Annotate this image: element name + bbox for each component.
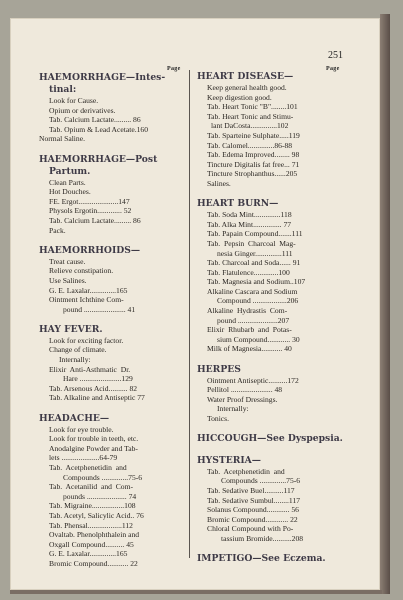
entry-line: pounds ..................... 74 <box>63 491 137 501</box>
index-entry-hay-fever <box>39 324 185 403</box>
index-entry-hiccough <box>197 433 345 445</box>
entry-heading: HEART BURN— <box>197 198 279 210</box>
entry-line: Tab. Opium & Lead Acetate.160 <box>49 124 148 134</box>
entry-line: Tab. Sedative Sumbul........117 <box>207 495 301 505</box>
entry-line: Compounds ..............75-6 <box>221 476 301 486</box>
entry-line: Tab. Calcium Lactate......... 86 <box>49 215 141 225</box>
entry-line: Anodalgine Powder and Tab- <box>49 443 138 453</box>
entry-heading: HEART DISEASE— <box>197 71 294 82</box>
entry-line: Physols Ergotin............. 52 <box>49 206 132 216</box>
entry-line: Tab. Charcoal and Soda...... 91 <box>207 258 301 268</box>
entry-line: Tab. Sparteine Sulphate.....119 <box>207 130 300 140</box>
entry-heading: HERPES <box>197 363 241 375</box>
entry-line: Tab. Calomel..............86-88 <box>207 140 293 150</box>
entry-line: Look for trouble in teeth, etc. <box>49 434 139 444</box>
entry-line: pound ...................... 41 <box>63 304 136 314</box>
entry-line: Normal Saline. <box>39 134 85 144</box>
entry-line: Tab. Acetphenetidin and <box>207 466 285 476</box>
entry-line: Internally: <box>59 355 91 365</box>
entry-line: Use Salines. <box>49 275 87 285</box>
entry-line: Opium or derivatives. <box>49 105 116 115</box>
entry-line: Solanus Compound............ 56 <box>207 505 299 515</box>
entry-heading: HAEMORRHAGE—Intes- <box>39 72 166 83</box>
entry-line: Tab. Migraine.................108 <box>49 501 136 511</box>
entry-line: Hot Douches. <box>49 187 91 197</box>
entry-line: Tab. Acetphenetidin and <box>49 463 127 472</box>
entry-line: Tab. Pepsin Charcoal Mag- <box>207 238 296 248</box>
entry-line: Tab. Papain Compound.......111 <box>207 229 303 239</box>
entry-line: Tab. Arsenous Acid.......... 82 <box>49 383 138 393</box>
entry-line: Tab. Flatulence.............100 <box>207 267 290 277</box>
entry-line: pound .....................207 <box>217 315 290 325</box>
entry-line: Clean Parts. <box>49 177 86 187</box>
right-column <box>197 71 345 575</box>
entry-line: Salines. <box>207 178 231 188</box>
entry-line: Tab. Heart Tonic "B"........101 <box>207 102 298 112</box>
entry-line: Relieve constipation. <box>49 266 114 276</box>
entry-line: lets ....................64-79 <box>49 453 118 463</box>
entry-line: Tab. Acetyl, Salicylic Acid.. 76 <box>49 510 144 520</box>
entry-heading: IMPETIGO—See Eczema. <box>197 553 326 565</box>
entry-line: Elixir Anti-Asthmatic Dr. <box>49 364 131 374</box>
entry-line: Change of climate. <box>49 345 107 355</box>
entry-line: Elixir Rhubarb and Potas- <box>207 325 292 335</box>
page-number: 251 <box>328 50 343 61</box>
entry-line: Oxgall Compound.......... 45 <box>49 539 134 549</box>
entry-heading: HEADACHE— <box>39 412 110 424</box>
entry-heading: HAY FEVER. <box>39 323 103 335</box>
entry-line: Ointment Ichthine Com- <box>49 295 124 305</box>
index-entry-heart-disease <box>197 71 345 189</box>
left-column-page-label: Page <box>167 66 181 72</box>
entry-heading: HICCOUGH—See Dyspepsia. <box>197 433 343 445</box>
right-column-page-label: Page <box>326 66 340 72</box>
entry-line: Look for Cause. <box>49 96 99 105</box>
entry-line: Keep general health good. <box>207 83 287 92</box>
entry-line: Look for eye trouble. <box>49 424 114 434</box>
book-edge-bottom <box>10 590 382 594</box>
entry-line: Milk of Magnesia........... 40 <box>207 344 292 354</box>
entry-line: Tab. Acetanilid and Com- <box>49 482 134 492</box>
entry-heading: HAEMORRHAGE—Post <box>39 153 158 165</box>
entry-line: Tonics. <box>207 414 230 423</box>
entry-line: sium Compound............ 30 <box>217 334 300 344</box>
entry-line: Alkaline Hydrastis Com- <box>207 306 288 316</box>
entry-line: Pellitol ...................... 48 <box>207 385 283 395</box>
entry-line: Treat cause. <box>49 256 86 266</box>
entry-line: Tab. Alka Mint............... 77 <box>207 219 292 229</box>
index-entry-hysteria <box>197 455 345 544</box>
entry-line: Water Proof Dressings. <box>207 394 278 404</box>
entry-line: Keep digestion good. <box>207 92 272 102</box>
entry-line: Tab. Calcium Lactate......... 86 <box>49 115 141 125</box>
entry-line: Tincture Digitalis fat free... 71 <box>207 159 300 169</box>
entry-line: Ointment Antiseptic..........172 <box>207 375 299 385</box>
entry-line: Bromic Compound........... 22 <box>49 558 138 568</box>
entry-line: Tab. Alkaline and Antiseptic 77 <box>49 393 145 403</box>
index-entry-heart-burn <box>197 198 345 354</box>
entry-line: Tab. Soda Mint..............118 <box>207 210 292 220</box>
index-entry-haem-int <box>39 72 185 144</box>
entry-heading: Partum. <box>49 165 91 177</box>
entry-heading: HAEMORRHOIDS— <box>39 244 141 256</box>
entry-line: Tab. Edema Improved........ 98 <box>207 150 300 160</box>
entry-line: FE. Ergot.....................147 <box>49 196 130 206</box>
entry-line: tassium Bromide..........208 <box>221 533 304 543</box>
entry-line: Compound ..................206 <box>217 296 299 306</box>
entry-line: Tab. Heart Tonic and Stimu- <box>207 111 294 121</box>
entry-line: Internally: <box>217 404 249 414</box>
entry-line: G. E. Laxalar..............165 <box>49 285 128 295</box>
entry-line: lant DaCosta..............102 <box>211 121 289 131</box>
book-edge-right <box>380 14 390 594</box>
entry-line: Tincture Strophanthus......205 <box>207 169 298 179</box>
entry-line: Ovaltab. Phenolphthalein and <box>49 530 140 540</box>
index-entry-haemorrhoids <box>39 245 185 315</box>
left-column <box>39 72 185 578</box>
index-entry-impetigo <box>197 553 345 565</box>
entry-line: Hare ......................129 <box>63 374 133 384</box>
entry-line: Bromic Compound............ 22 <box>207 514 298 524</box>
entry-line: G. E. Laxalar..............165 <box>49 549 128 559</box>
entry-line: Compounds ..............75-6 <box>63 472 143 482</box>
entry-line: Alkaline Cascara and Sodium <box>207 286 298 296</box>
index-entry-headache <box>39 413 185 569</box>
entry-line: Pack. <box>49 225 66 235</box>
column-divider <box>189 70 190 558</box>
entry-line: Look for exciting factor. <box>49 335 124 345</box>
entry-line: Tab. Sedative Buel..........117 <box>207 485 295 495</box>
entry-line: nesia Ginger..............111 <box>217 248 293 258</box>
index-entry-haem-post <box>39 154 185 236</box>
entry-line: Chloral Compound with Po- <box>207 524 294 534</box>
entry-heading: HYSTERIA— <box>197 454 261 466</box>
entry-line: Tab. Magnesia and Sodium..107 <box>207 277 306 287</box>
entry-line: Tab. Phensal..................112 <box>49 520 133 530</box>
index-entry-herpes <box>197 364 345 424</box>
entry-heading: tinal: <box>49 84 77 95</box>
